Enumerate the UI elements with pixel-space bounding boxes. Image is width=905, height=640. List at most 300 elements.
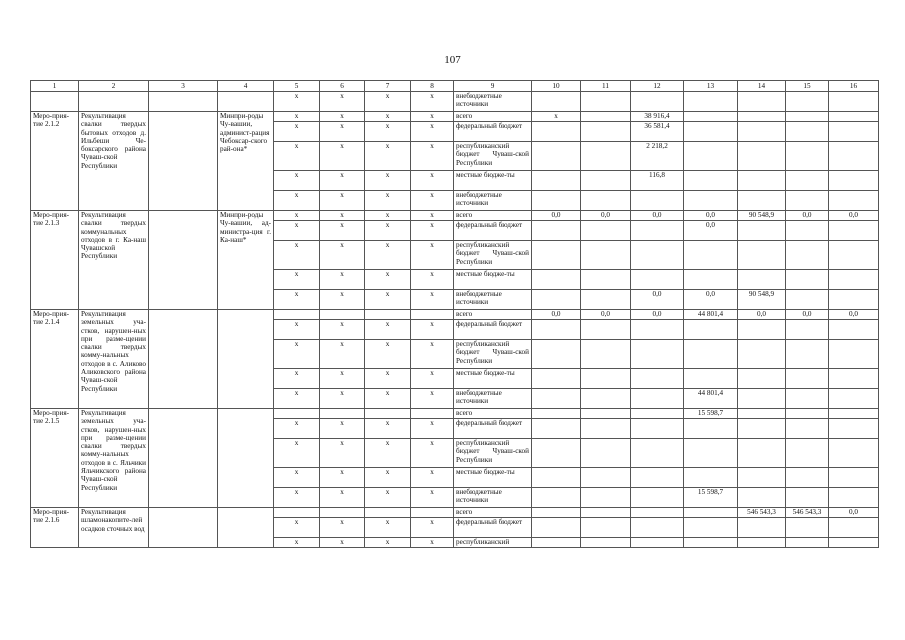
measure-id-cell: Меро-прия-тие 2.1.2 bbox=[31, 112, 79, 211]
code-cell: x bbox=[411, 112, 454, 122]
source-cell: федеральный бюджет bbox=[454, 320, 532, 340]
source-cell: местные бюдже-ты bbox=[454, 171, 532, 191]
amount-cell bbox=[829, 488, 879, 508]
amount-cell bbox=[684, 320, 738, 340]
amount-cell bbox=[532, 241, 581, 270]
amount-cell bbox=[631, 389, 684, 409]
amount-cell bbox=[581, 142, 631, 171]
measure-name-cell: Рекультивация земельных уча-стков, нарушен-ных при разме-щении свалки твердых комму-нальных отходов в с. Яльчики Яльчикского района Чуваш-ской Республики bbox=[79, 409, 149, 508]
header-cell: 3 bbox=[149, 81, 218, 92]
source-cell: местные бюдже-ты bbox=[454, 369, 532, 389]
code-cell: x bbox=[320, 419, 365, 439]
amount-cell bbox=[829, 419, 879, 439]
amount-cell bbox=[684, 92, 738, 112]
amount-cell: 0,0 bbox=[581, 211, 631, 221]
code-cell: x bbox=[411, 419, 454, 439]
code-cell: x bbox=[274, 92, 320, 112]
amount-cell bbox=[684, 518, 738, 538]
source-cell: федеральный бюджет bbox=[454, 518, 532, 538]
amount-cell bbox=[631, 369, 684, 389]
source-cell: внебюджетные источники bbox=[454, 191, 532, 211]
code-cell: x bbox=[274, 369, 320, 389]
amount-cell bbox=[532, 142, 581, 171]
executor-cell bbox=[218, 310, 274, 409]
amount-cell bbox=[581, 112, 631, 122]
amount-cell: 44 801,4 bbox=[684, 389, 738, 409]
code-cell bbox=[411, 310, 454, 320]
code-cell: x bbox=[365, 122, 411, 142]
amount-cell bbox=[532, 369, 581, 389]
header-cell: 16 bbox=[829, 81, 879, 92]
amount-cell bbox=[786, 468, 829, 488]
code-cell: x bbox=[320, 340, 365, 369]
amount-cell bbox=[532, 538, 581, 548]
code-cell bbox=[365, 409, 411, 419]
measure-id-cell: Меро-прия-тие 2.1.5 bbox=[31, 409, 79, 508]
header-cell: 13 bbox=[684, 81, 738, 92]
code-cell: x bbox=[365, 320, 411, 340]
amount-cell bbox=[684, 468, 738, 488]
code-cell: x bbox=[411, 92, 454, 112]
amount-cell bbox=[631, 340, 684, 369]
measure-name-cell: Рекультивация свалки твердых бытовых отходов д. Ильбеши Че-боксарского района Чуваш-ской Республики bbox=[79, 112, 149, 211]
amount-cell bbox=[829, 270, 879, 290]
source-cell: местные бюдже-ты bbox=[454, 270, 532, 290]
amount-cell bbox=[786, 488, 829, 508]
amount-cell bbox=[829, 241, 879, 270]
code-cell: x bbox=[365, 389, 411, 409]
code-cell bbox=[320, 310, 365, 320]
table-row bbox=[31, 112, 879, 122]
code-cell: x bbox=[365, 221, 411, 241]
code-cell: x bbox=[274, 468, 320, 488]
header-cell: 1 bbox=[31, 81, 79, 92]
code-cell: x bbox=[411, 538, 454, 548]
amount-cell: 0,0 bbox=[684, 221, 738, 241]
table-row bbox=[31, 409, 879, 419]
amount-cell bbox=[532, 508, 581, 518]
amount-cell bbox=[786, 171, 829, 191]
table-row bbox=[31, 508, 879, 518]
amount-cell bbox=[684, 241, 738, 270]
budget-table bbox=[30, 80, 879, 548]
source-cell: всего bbox=[454, 310, 532, 320]
code-cell: x bbox=[320, 241, 365, 270]
amount-cell: 0,0 bbox=[684, 211, 738, 221]
amount-cell bbox=[786, 112, 829, 122]
amount-cell bbox=[786, 122, 829, 142]
code-cell: x bbox=[274, 142, 320, 171]
amount-cell: 0,0 bbox=[829, 508, 879, 518]
amount-cell: 90 548,9 bbox=[738, 290, 786, 310]
table-header-row bbox=[31, 81, 879, 92]
source-cell: республиканский бюджет Чуваш-ской Республики bbox=[454, 142, 532, 171]
amount-cell bbox=[684, 369, 738, 389]
code-cell: x bbox=[320, 320, 365, 340]
code-cell bbox=[411, 409, 454, 419]
code-cell: x bbox=[320, 221, 365, 241]
amount-cell bbox=[631, 221, 684, 241]
amount-cell bbox=[581, 369, 631, 389]
code-cell bbox=[320, 508, 365, 518]
amount-cell bbox=[738, 112, 786, 122]
amount-cell bbox=[631, 488, 684, 508]
code-cell: x bbox=[320, 290, 365, 310]
table-row bbox=[31, 310, 879, 320]
amount-cell bbox=[786, 518, 829, 538]
amount-cell bbox=[738, 320, 786, 340]
amount-cell bbox=[786, 439, 829, 468]
amount-cell bbox=[532, 518, 581, 538]
code-cell: x bbox=[411, 211, 454, 221]
amount-cell bbox=[786, 419, 829, 439]
code-cell: x bbox=[365, 270, 411, 290]
code-cell: x bbox=[365, 290, 411, 310]
code-cell: x bbox=[411, 488, 454, 508]
code-cell: x bbox=[365, 112, 411, 122]
amount-cell bbox=[738, 270, 786, 290]
amount-cell bbox=[532, 122, 581, 142]
amount-cell: 0,0 bbox=[786, 310, 829, 320]
code-cell: x bbox=[320, 369, 365, 389]
amount-cell bbox=[532, 439, 581, 468]
amount-cell bbox=[532, 290, 581, 310]
code-cell: x bbox=[274, 320, 320, 340]
amount-cell bbox=[684, 171, 738, 191]
col3-cell bbox=[149, 310, 218, 409]
col3-cell bbox=[149, 409, 218, 508]
col3-cell bbox=[149, 508, 218, 548]
measure-id-cell: Меро-прия-тие 2.1.3 bbox=[31, 211, 79, 310]
code-cell: x bbox=[411, 241, 454, 270]
header-cell: 10 bbox=[532, 81, 581, 92]
code-cell: x bbox=[320, 112, 365, 122]
code-cell: x bbox=[411, 468, 454, 488]
code-cell: x bbox=[320, 518, 365, 538]
code-cell: x bbox=[365, 518, 411, 538]
amount-cell bbox=[829, 112, 879, 122]
amount-cell bbox=[738, 439, 786, 468]
amount-cell: x bbox=[532, 112, 581, 122]
code-cell: x bbox=[320, 439, 365, 468]
code-cell: x bbox=[365, 171, 411, 191]
amount-cell bbox=[532, 221, 581, 241]
code-cell bbox=[274, 508, 320, 518]
amount-cell bbox=[532, 468, 581, 488]
header-cell: 14 bbox=[738, 81, 786, 92]
amount-cell bbox=[786, 320, 829, 340]
amount-cell bbox=[786, 290, 829, 310]
amount-cell bbox=[738, 518, 786, 538]
code-cell: x bbox=[365, 241, 411, 270]
amount-cell bbox=[532, 340, 581, 369]
header-cell: 5 bbox=[274, 81, 320, 92]
amount-cell bbox=[631, 270, 684, 290]
code-cell: x bbox=[365, 340, 411, 369]
source-cell: внебюджетные источники bbox=[454, 92, 532, 112]
amount-cell bbox=[829, 92, 879, 112]
col3-cell bbox=[149, 211, 218, 310]
source-cell: республиканский бюджет Чуваш-ской Республики bbox=[454, 340, 532, 369]
amount-cell bbox=[631, 439, 684, 468]
amount-cell bbox=[581, 171, 631, 191]
source-cell: федеральный бюджет bbox=[454, 419, 532, 439]
executor-cell: Минпри-роды Чу-вашии, ад-министра-ция г. Ка-наш* bbox=[218, 211, 274, 310]
amount-cell bbox=[631, 241, 684, 270]
code-cell: x bbox=[274, 340, 320, 369]
code-cell: x bbox=[320, 191, 365, 211]
amount-cell bbox=[684, 439, 738, 468]
continuation-cell bbox=[218, 92, 274, 112]
amount-cell bbox=[581, 488, 631, 508]
code-cell: x bbox=[411, 221, 454, 241]
amount-cell bbox=[581, 409, 631, 419]
amount-cell: 0,0 bbox=[631, 211, 684, 221]
amount-cell bbox=[829, 409, 879, 419]
amount-cell bbox=[738, 369, 786, 389]
code-cell bbox=[320, 409, 365, 419]
header-cell: 15 bbox=[786, 81, 829, 92]
amount-cell bbox=[684, 508, 738, 518]
amount-cell bbox=[532, 320, 581, 340]
code-cell: x bbox=[320, 538, 365, 548]
amount-cell: 0,0 bbox=[684, 290, 738, 310]
amount-cell bbox=[786, 389, 829, 409]
code-cell bbox=[411, 508, 454, 518]
amount-cell bbox=[581, 439, 631, 468]
amount-cell bbox=[786, 340, 829, 369]
code-cell: x bbox=[365, 191, 411, 211]
executor-cell bbox=[218, 409, 274, 508]
amount-cell bbox=[581, 340, 631, 369]
amount-cell bbox=[786, 191, 829, 211]
amount-cell bbox=[684, 270, 738, 290]
amount-cell bbox=[631, 92, 684, 112]
amount-cell bbox=[581, 538, 631, 548]
amount-cell bbox=[581, 518, 631, 538]
amount-cell bbox=[684, 142, 738, 171]
amount-cell: 0,0 bbox=[738, 310, 786, 320]
amount-cell bbox=[786, 241, 829, 270]
source-cell: внебюджетные источники bbox=[454, 290, 532, 310]
code-cell: x bbox=[365, 488, 411, 508]
measure-id-cell: Меро-прия-тие 2.1.4 bbox=[31, 310, 79, 409]
amount-cell bbox=[684, 340, 738, 369]
code-cell: x bbox=[274, 122, 320, 142]
amount-cell bbox=[532, 191, 581, 211]
code-cell: x bbox=[411, 142, 454, 171]
amount-cell bbox=[738, 389, 786, 409]
source-cell: федеральный бюджет bbox=[454, 122, 532, 142]
code-cell: x bbox=[365, 468, 411, 488]
amount-cell bbox=[829, 320, 879, 340]
code-cell: x bbox=[274, 112, 320, 122]
measure-name-cell: Рекультивация свалки твердых коммунальных отходов в г. Ка-наш Чувашской Республики bbox=[79, 211, 149, 310]
amount-cell bbox=[631, 419, 684, 439]
amount-cell bbox=[786, 221, 829, 241]
header-cell: 7 bbox=[365, 81, 411, 92]
amount-cell bbox=[738, 340, 786, 369]
amount-cell bbox=[581, 92, 631, 112]
amount-cell bbox=[581, 508, 631, 518]
amount-cell bbox=[738, 468, 786, 488]
header-cell: 8 bbox=[411, 81, 454, 92]
page-number: 107 bbox=[444, 54, 461, 66]
amount-cell bbox=[532, 389, 581, 409]
source-cell: республиканский bbox=[454, 538, 532, 548]
amount-cell bbox=[581, 191, 631, 211]
amount-cell bbox=[829, 142, 879, 171]
amount-cell bbox=[829, 439, 879, 468]
amount-cell bbox=[829, 468, 879, 488]
amount-cell bbox=[532, 270, 581, 290]
code-cell: x bbox=[274, 211, 320, 221]
amount-cell: 2 218,2 bbox=[631, 142, 684, 171]
amount-cell bbox=[738, 538, 786, 548]
code-cell: x bbox=[411, 340, 454, 369]
code-cell: x bbox=[320, 122, 365, 142]
amount-cell bbox=[532, 419, 581, 439]
amount-cell bbox=[532, 409, 581, 419]
code-cell: x bbox=[365, 538, 411, 548]
amount-cell: 36 581,4 bbox=[631, 122, 684, 142]
amount-cell: 0,0 bbox=[631, 290, 684, 310]
code-cell: x bbox=[411, 122, 454, 142]
amount-cell bbox=[829, 171, 879, 191]
code-cell: x bbox=[365, 439, 411, 468]
amount-cell bbox=[631, 320, 684, 340]
header-cell: 12 bbox=[631, 81, 684, 92]
continuation-cell bbox=[31, 92, 79, 112]
source-cell: всего bbox=[454, 508, 532, 518]
amount-cell bbox=[829, 122, 879, 142]
amount-cell bbox=[581, 468, 631, 488]
code-cell: x bbox=[411, 270, 454, 290]
executor-cell: Минпри-роды Чу-вашии, админист-рация Чебоксар-ского рай-она* bbox=[218, 112, 274, 211]
amount-cell bbox=[581, 419, 631, 439]
code-cell: x bbox=[411, 191, 454, 211]
table-row bbox=[31, 211, 879, 221]
amount-cell bbox=[786, 270, 829, 290]
amount-cell bbox=[829, 191, 879, 211]
code-cell: x bbox=[274, 419, 320, 439]
source-cell: республиканский бюджет Чуваш-ской Республики bbox=[454, 439, 532, 468]
code-cell: x bbox=[274, 270, 320, 290]
amount-cell bbox=[532, 488, 581, 508]
code-cell: x bbox=[411, 518, 454, 538]
code-cell bbox=[365, 310, 411, 320]
source-cell: республиканский бюджет Чуваш-ской Республики bbox=[454, 241, 532, 270]
measure-name-cell: Рекультивация шламонакопите-лей осадков сточных вод bbox=[79, 508, 149, 548]
amount-cell bbox=[581, 241, 631, 270]
code-cell: x bbox=[365, 369, 411, 389]
code-cell: x bbox=[274, 518, 320, 538]
code-cell: x bbox=[320, 92, 365, 112]
code-cell: x bbox=[320, 142, 365, 171]
amount-cell bbox=[738, 241, 786, 270]
amount-cell: 44 801,4 bbox=[684, 310, 738, 320]
amount-cell: 0,0 bbox=[532, 310, 581, 320]
amount-cell bbox=[684, 112, 738, 122]
amount-cell bbox=[532, 171, 581, 191]
amount-cell: 116,8 bbox=[631, 171, 684, 191]
amount-cell bbox=[786, 142, 829, 171]
amount-cell bbox=[829, 518, 879, 538]
amount-cell bbox=[684, 538, 738, 548]
amount-cell: 15 598,7 bbox=[684, 488, 738, 508]
code-cell: x bbox=[320, 468, 365, 488]
source-cell: местные бюдже-ты bbox=[454, 468, 532, 488]
amount-cell bbox=[829, 389, 879, 409]
amount-cell bbox=[786, 409, 829, 419]
code-cell: x bbox=[411, 290, 454, 310]
code-cell: x bbox=[320, 488, 365, 508]
table-row bbox=[31, 92, 879, 112]
code-cell: x bbox=[365, 419, 411, 439]
col3-cell bbox=[149, 112, 218, 211]
amount-cell bbox=[738, 409, 786, 419]
amount-cell: 90 548,9 bbox=[738, 211, 786, 221]
code-cell: x bbox=[411, 171, 454, 191]
amount-cell bbox=[738, 92, 786, 112]
amount-cell: 0,0 bbox=[829, 211, 879, 221]
source-cell: федеральный бюджет bbox=[454, 221, 532, 241]
code-cell: x bbox=[365, 142, 411, 171]
source-cell: внебюджетные источники bbox=[454, 389, 532, 409]
code-cell: x bbox=[411, 389, 454, 409]
code-cell: x bbox=[411, 320, 454, 340]
amount-cell bbox=[684, 122, 738, 142]
header-cell: 9 bbox=[454, 81, 532, 92]
header-cell: 11 bbox=[581, 81, 631, 92]
amount-cell bbox=[738, 191, 786, 211]
amount-cell bbox=[581, 320, 631, 340]
source-cell: всего bbox=[454, 211, 532, 221]
amount-cell bbox=[684, 191, 738, 211]
amount-cell bbox=[631, 508, 684, 518]
amount-cell bbox=[829, 290, 879, 310]
amount-cell bbox=[684, 419, 738, 439]
code-cell: x bbox=[274, 488, 320, 508]
amount-cell bbox=[786, 538, 829, 548]
amount-cell bbox=[829, 369, 879, 389]
continuation-cell bbox=[149, 92, 218, 112]
code-cell: x bbox=[365, 92, 411, 112]
amount-cell bbox=[829, 221, 879, 241]
amount-cell: 546 543,3 bbox=[786, 508, 829, 518]
code-cell: x bbox=[274, 389, 320, 409]
amount-cell bbox=[738, 419, 786, 439]
amount-cell bbox=[631, 468, 684, 488]
amount-cell bbox=[738, 142, 786, 171]
source-cell: внебюджетные источники bbox=[454, 488, 532, 508]
amount-cell bbox=[829, 340, 879, 369]
code-cell bbox=[274, 310, 320, 320]
code-cell: x bbox=[320, 389, 365, 409]
code-cell: x bbox=[274, 191, 320, 211]
code-cell: x bbox=[274, 538, 320, 548]
amount-cell bbox=[738, 221, 786, 241]
code-cell: x bbox=[320, 211, 365, 221]
amount-cell: 0,0 bbox=[581, 310, 631, 320]
code-cell: x bbox=[274, 439, 320, 468]
amount-cell: 15 598,7 bbox=[684, 409, 738, 419]
amount-cell bbox=[786, 92, 829, 112]
amount-cell: 0,0 bbox=[631, 310, 684, 320]
amount-cell: 38 916,4 bbox=[631, 112, 684, 122]
code-cell: x bbox=[411, 439, 454, 468]
amount-cell bbox=[738, 122, 786, 142]
